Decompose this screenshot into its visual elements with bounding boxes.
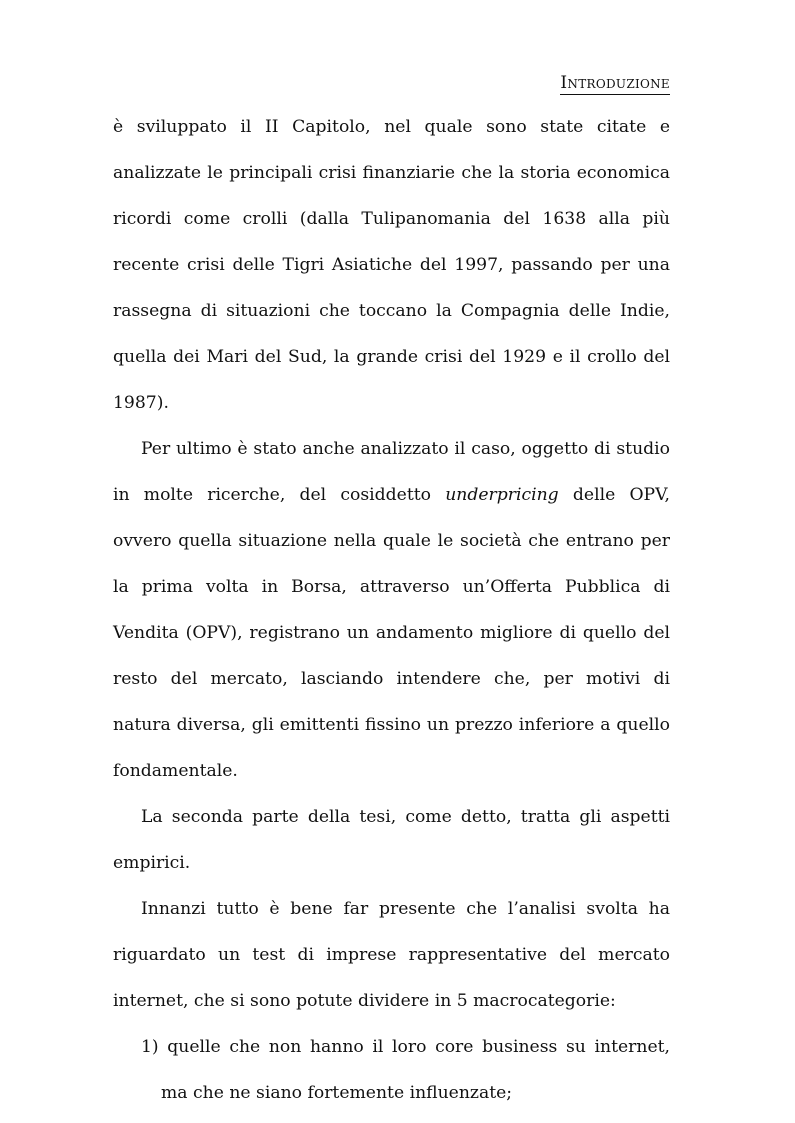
paragraph-2-italic-term: underpricing [445,485,559,505]
paragraph-2 [113,426,670,794]
paragraph-1: è sviluppato il II Capitolo, nel quale sono state citate e analizzate le principali crisi finanziarie che la storia economica ricordi come crolli (dalla Tulipanomania del 1638 alla più recente crisi delle Tigri Asiatiche del 1997, passando per una rassegna di situazioni che toccano la Compagnia delle Indie, quella dei Mari del Sud, la grande crisi del 1929 e il crollo del 1987). [113,117,670,413]
page-body [113,104,670,1116]
paragraph-4: Innanzi tutto è bene far presente che l’analisi svolta ha riguardato un test di imprese rappresentative del mercato internet, che si sono potute dividere in 5 macrocategorie: [113,899,670,1011]
paragraph-2-text-after: delle OPV, ovvero quella situazione nella quale le società che entrano per la prima volta in Borsa, attraverso un’Offerta Pubblica di Vendita (OPV), registrano un andamento migliore di quello del resto del mercato, lasciando intendere che, per motivi di natura diversa, gli emittenti fissino un prezzo inferiore a quello fondamentale. [113,485,670,781]
running-header: Introduzione [560,73,670,93]
list-item-1: 1) quelle che non hanno il loro core business su internet, ma che ne siano fortemente influenzate; [141,1037,670,1103]
paragraph-2-text-before: Per ultimo è stato anche analizzato il caso, oggetto di studio in molte ricerche, del cosiddetto [113,439,670,505]
paragraph-3: La seconda parte della tesi, come detto, tratta gli aspetti empirici. [113,807,670,873]
